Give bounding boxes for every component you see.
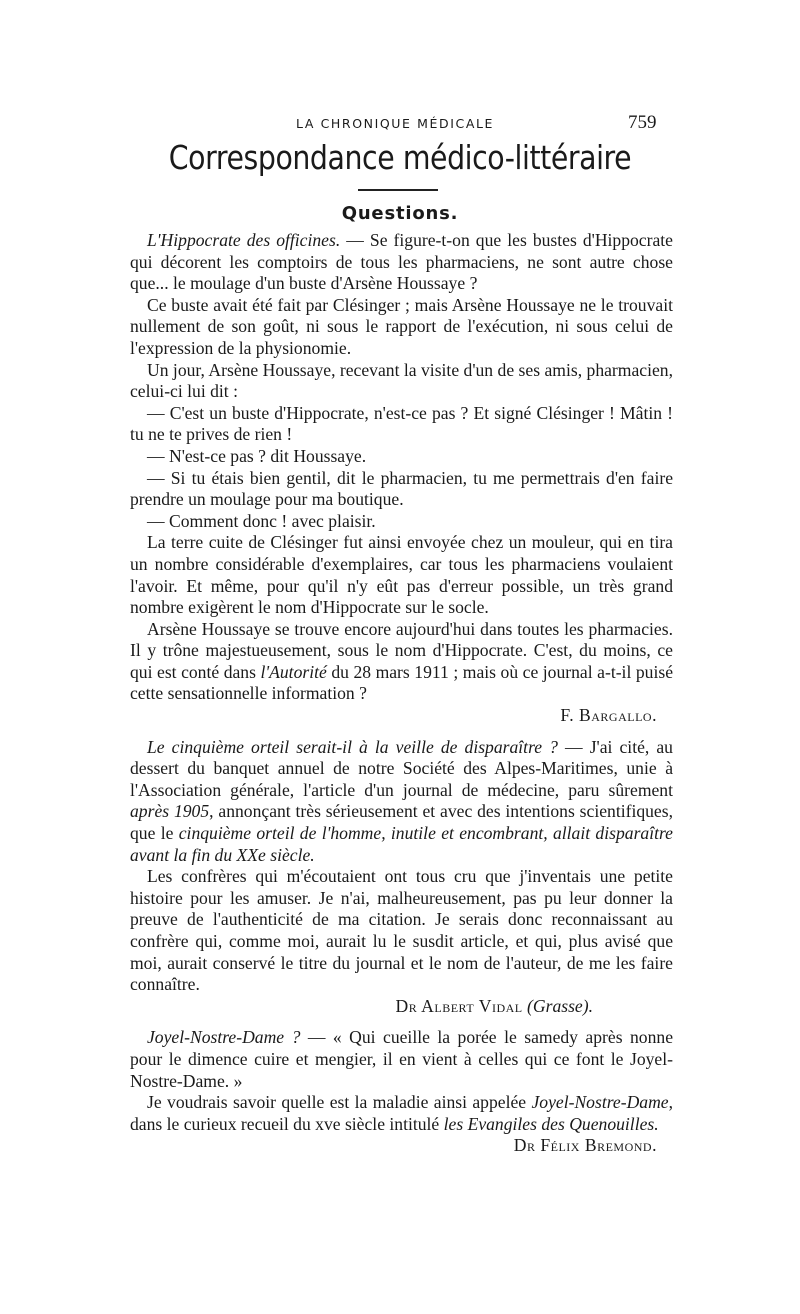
paragraph: Arsène Houssaye se trouve encore aujourd'hui dans toutes les pharmacies. Il y trône majestueusement, sous le nom d'Hippocrate. C'est, du moins, ce qui est conté dans l'Autorité du 28 mars 1911 ; mais où ce journal a-t-il puisé cette sensationnelle information ?	[130, 618, 674, 704]
paragraph: — Comment donc ! avec plaisir.	[147, 510, 376, 531]
paragraph: L'Hippocrate des officines. — Se figure-t-on que les bustes d'Hippocrate qui décorent les comptoirs de tous les pharmaciens, ne sont autre chose que... le moulage d'un buste d'Arsène Houssaye ?	[130, 230, 673, 294]
signature: Dr Félix Bremond.	[513, 1135, 657, 1156]
paragraph: — N'est-ce pas ? dit Houssaye.	[147, 445, 367, 466]
signature: F. Bargallo.	[560, 705, 657, 726]
article-body	[130, 230, 673, 1157]
journal-name: LA CHRONIQUE MÉDICALE	[296, 116, 495, 131]
paragraph: Ce buste avait été fait par Clésinger ; mais Arsène Houssaye ne le trouvait nullement de son goût, ni sous le rapport de l'exécution, ni sous celui de l'expression de la physionomie.	[130, 294, 673, 358]
signature: Dr Albert Vidal (Grasse).	[395, 995, 593, 1016]
paragraph: Je voudrais savoir quelle est la maladie ainsi appelée Joyel-Nostre-Dame, dans le curieux recueil du xve siècle intitulé les Evangiles des Quenouilles.	[130, 1092, 673, 1134]
paragraph: — C'est un buste d'Hippocrate, n'est-ce pas ? Et signé Clésinger ! Mâtin ! tu ne te prives de rien !	[130, 402, 673, 445]
page-number: 759	[628, 112, 657, 133]
paragraph: — Si tu étais bien gentil, dit le pharmacien, tu me permettrais d'en faire prendre un moulage pour ma boutique.	[130, 467, 673, 510]
paragraph: Un jour, Arsène Houssaye, recevant la visite d'un de ses amis, pharmacien, celui-ci lui dit :	[130, 359, 673, 402]
article-heading: Le cinquième orteil serait-il à la veille de disparaître ?	[147, 736, 558, 757]
spacer	[130, 727, 673, 737]
paragraph: Le cinquième orteil serait-il à la veille de disparaître ? — J'ai cité, au dessert du banquet annuel de notre Société des Alpes-Maritimes, unie à l'Association générale, l'article d'un journal de médecine, paru sûrement après 1905, annonçant très sérieusement et avec des intentions scientifiques, que le cinquième orteil de l'homme, inutile et encombrant, allait disparaître avant la fin du XXe siècle.	[130, 736, 673, 865]
paragraph: Les confrères qui m'écoutaient ont tous cru que j'inventais une petite histoire pour les amuser. Je n'ai, malheureusement, pas pu leur donner la preuve de l'authenticité de ma citation. Je serais donc reconnaissant au confrère qui, comme moi, aurait lu le susdit article, et qui, plus avisé que moi, aurait conservé le titre du journal et le nom de l'auteur, de me les faire connaître.	[130, 866, 673, 995]
paragraph: La terre cuite de Clésinger fut ainsi envoyée chez un mouleur, qui en tira un nombre considérable d'exemplaires, car tous les pharmaciens voulaient l'avoir. Et même, pour qu'il n'y eût pas d'erreur possible, un très grand nombre exigèrent le nom d'Hippocrate sur le socle.	[130, 532, 673, 618]
title-rule	[358, 189, 438, 191]
article-heading: L'Hippocrate des officines.	[147, 230, 341, 250]
paragraph: Joyel-Nostre-Dame ? — « Qui cueille la porée le samedy après nonne pour le dimence cuire et mengier, il en vient à celles qui ce font le Joyel-Nostre-Dame. »	[130, 1027, 674, 1091]
page-title: Correspondance médico-littéraire	[168, 138, 632, 177]
spacer	[130, 1017, 673, 1027]
article-heading: Joyel-Nostre-Dame ?	[147, 1027, 301, 1048]
section-heading: Questions.	[341, 203, 459, 224]
